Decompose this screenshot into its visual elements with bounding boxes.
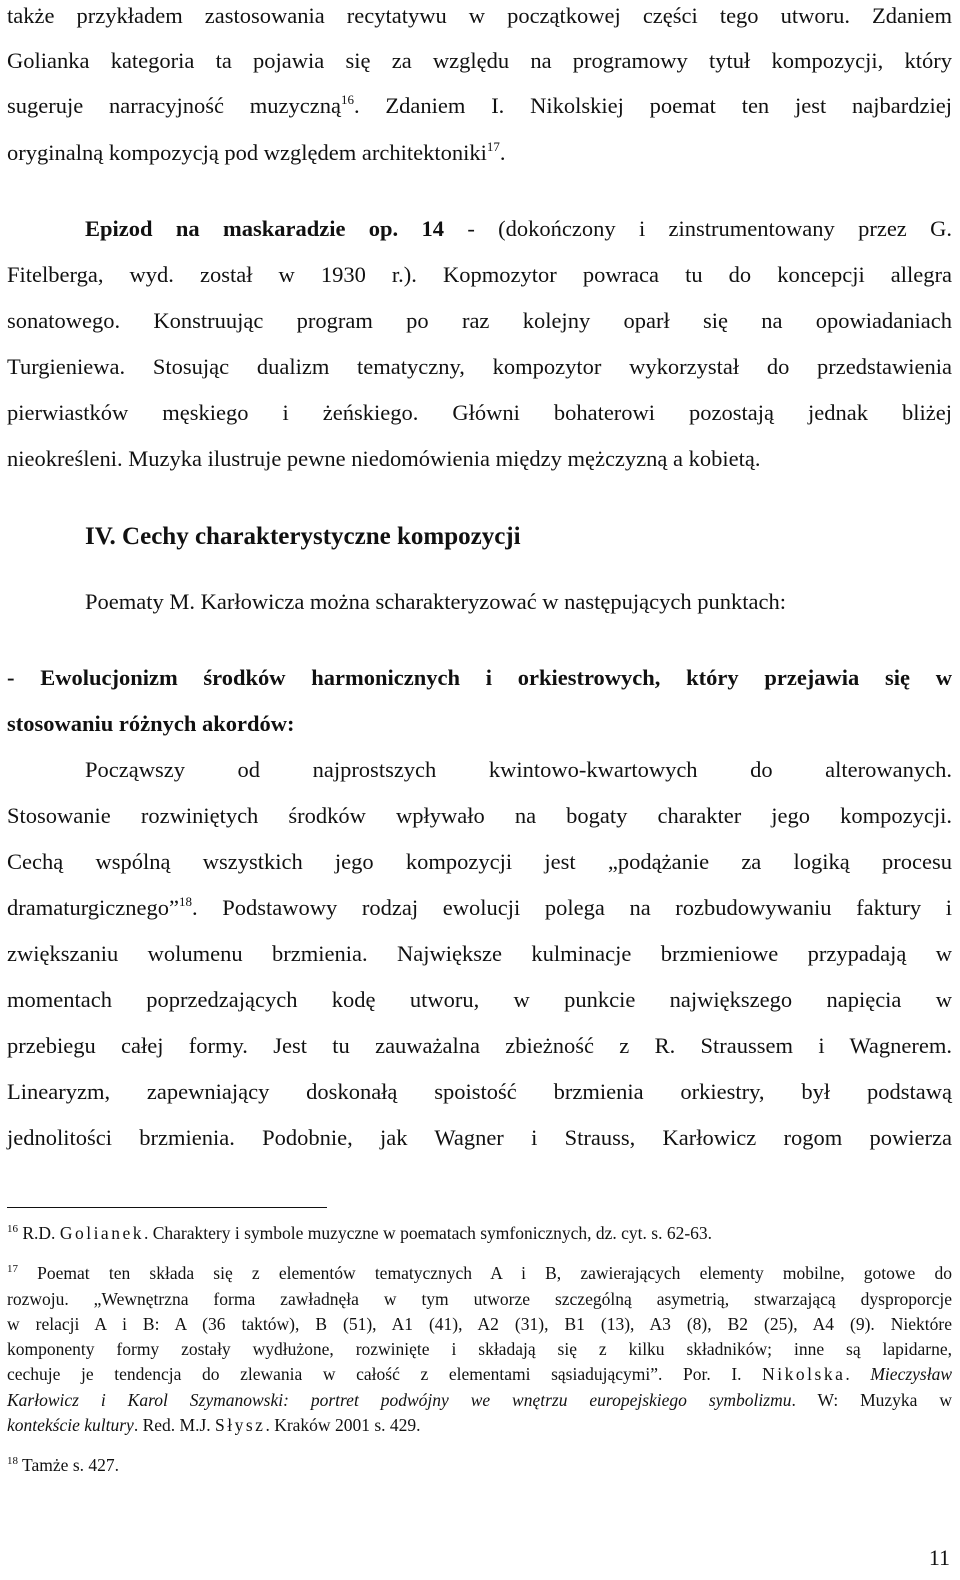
text-span: cechuje je tendencja do zlewania w całość z elementami sąsiadującymi”. Por. I.: [7, 1364, 763, 1384]
text-span: - (dokończony i zinstrumentowany przez G.: [444, 216, 952, 241]
author-name: Golianek: [59, 1223, 144, 1243]
text-span: dramaturgicznego”: [7, 895, 180, 920]
footnote-number: 16: [7, 1223, 18, 1235]
body-text-line: Turgieniewa. Stosując dualizm tematyczny, kompozytor wykorzystał do przedstawienia: [7, 354, 952, 379]
text-span: .: [845, 1364, 871, 1384]
body-text-line: Począwszy od najprostszych kwintowo-kwartowych do alterowanych.: [85, 757, 952, 782]
book-title: Mieczysław: [870, 1364, 953, 1384]
intro-line: Poematy M. Karłowicza można scharakteryzować w następujących punktach:: [85, 589, 786, 614]
footnote-17-line: komponenty formy zostały wydłużone, rozwinięte i składają się z kilku składników; inne są lapidarne,: [7, 1339, 952, 1359]
footnote-17-line: [7, 1413, 952, 1437]
body-text-line: Stosowanie rozwiniętych środków wpływało na bogaty charakter jego kompozycji.: [7, 803, 952, 828]
body-text-line: jednolitości brzmienia. Podobnie, jak Wagner i Strauss, Karłowicz rogom powierza: [7, 1125, 952, 1150]
footnote-17-line: [7, 1388, 952, 1412]
body-text-line: [7, 92, 952, 120]
body-text-line: pierwiastków męskiego i żeńskiego. Główni bohaterowi pozostają jednak bliżej: [7, 400, 952, 425]
page-number: 11: [928, 1545, 950, 1570]
text-span: . W: Muzyka w: [791, 1390, 952, 1410]
body-text-line: Fitelberga, wyd. został w 1930 r.). Kopmozytor powraca tu do koncepcji allegra: [7, 262, 952, 287]
text-span: oryginalną kompozycją pod względem architektoniki: [7, 140, 487, 165]
body-text-line: Linearyzm, zapewniający doskonałą spoistość brzmienia orkiestry, był podstawą: [7, 1079, 952, 1104]
body-text-line: sonatowego. Konstruując program po raz kolejny oparł się na opowiadaniach: [7, 308, 952, 333]
text-span: Poemat ten składa się z elementów tematycznych A i B, zawierających elementy mobilne, gotowe do: [18, 1263, 952, 1283]
body-text-line: Cechą wspólną wszystkich jego kompozycji jest „podążanie za logiką procesu: [7, 849, 952, 874]
body-text-line: [7, 139, 952, 167]
footnote-17-line: [7, 1261, 952, 1285]
footnote-number: 18: [7, 1455, 18, 1467]
body-text-line: [7, 894, 952, 922]
author-name: Słysz: [215, 1415, 266, 1435]
text-span: .: [499, 140, 506, 165]
body-text-line: zwiększaniu wolumenu brzmienia. Największe kulminacje brzmieniowe przypadają w: [7, 941, 952, 966]
footnote-ref-16[interactable]: 16: [340, 92, 354, 107]
footnote-18: [7, 1453, 952, 1477]
footnote-16: [7, 1221, 952, 1245]
body-text-line: nieokreśleni. Muzyka ilustruje pewne niedomówienia między mężczyzną a kobietą.: [7, 446, 761, 471]
book-title: kontekście kultury: [7, 1415, 134, 1435]
body-text-line: przebiegu całej formy. Jest tu zauważalna zbieżność z R. Straussem i Wagnerem.: [7, 1033, 952, 1058]
footnote-17-line: rozwoju. „Wewnętrzna forma zawładnęła w tym utworze szczególną asymetrią, stwarzającą dysproporcje: [7, 1289, 952, 1309]
footnote-number: 17: [7, 1263, 18, 1275]
text-span: . Kraków 2001 s. 429.: [265, 1415, 421, 1435]
work-title: Epizod na maskaradzie op. 14: [85, 216, 444, 241]
section-heading: IV. Cechy charakterystyczne kompozycji: [85, 523, 521, 550]
text-span: R.D.: [18, 1223, 60, 1243]
text-span: . Red. M.J.: [133, 1415, 216, 1435]
footnote-ref-18[interactable]: 18: [179, 894, 193, 909]
footnote-17-line: [7, 1362, 952, 1386]
text-span: . Podstawowy rodzaj ewolucji polega na rozbudowywaniu faktury i: [192, 895, 952, 920]
body-text-line: momentach poprzedzających kodę utworu, w punkcie największego napięcia w: [7, 987, 952, 1012]
footnote-ref-17[interactable]: 17: [486, 139, 500, 154]
text-span: sugeruje narracyjność muzyczną: [7, 93, 341, 118]
point-heading-line: stosowaniu różnych akordów:: [7, 711, 295, 736]
body-text-line: Golianka kategoria ta pojawia się za względu na programowy tytuł kompozycji, który: [7, 48, 952, 73]
text-span: . Zdaniem I. Nikolskiej poemat ten jest najbardziej: [353, 93, 952, 118]
text-span: Tamże s. 427.: [18, 1455, 120, 1475]
body-text-line: także przykładem zastosowania recytatywu w początkowej części tego utworu. Zdaniem: [7, 3, 952, 28]
footnote-17-line: w relacji A i B: A (36 taktów), B (51), A1 (41), A2 (31), B1 (13), A3 (8), B2 (25), A4 (9). Niektóre: [7, 1314, 952, 1334]
footnote-separator: [7, 1207, 327, 1208]
author-name: Nikolska: [762, 1364, 846, 1384]
book-title: Karłowicz i Karol Szymanowski: portret podwójny we wnętrzu europejskiego symbolizmu: [7, 1390, 792, 1410]
text-span: . Charaktery i symbole muzyczne w poematach symfonicznych, dz. cyt. s. 62-63.: [143, 1223, 713, 1243]
body-text-line: [85, 215, 952, 243]
point-heading-line: - Ewolucjonizm środków harmonicznych i orkiestrowych, który przejawia się w: [7, 665, 952, 690]
